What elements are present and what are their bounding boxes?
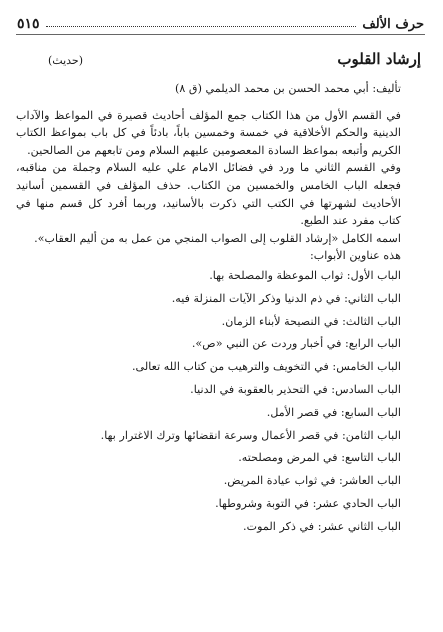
author-line: تأليف: أبي محمد الحسن بن محمد الديلمي (ق ٨) [174, 82, 401, 95]
chapter-item: الباب العاشر: في ثواب عيادة المريض. [223, 474, 401, 488]
running-header [17, 8, 424, 32]
paragraph: هذه عناوين الأبواب: [309, 249, 401, 263]
chapter-item: الباب التاسع: في المرض ومصلحته. [238, 451, 401, 465]
chapter-list [16, 265, 417, 539]
chapter-item: الباب الثالث: في النصيحة لأبناء الزمان. [221, 314, 401, 328]
paragraph: وفي القسم الثاني ما ورد في فضائل الامام علي عليه السلام وجملة من مناقبه، فجعله الباب الخامس والخمسين من الكتاب. حذف المؤلف في القسمين أسانيد الأحاديث لشهرتها في الكتب التي ذكرت بالأسانيد، وربما أفرد كل قسم منها في كتاب مفرد عند الطبع. [16, 161, 401, 228]
chapter-item: الباب الأول: ثواب الموعظة والمصلحة بها. [209, 268, 401, 282]
header-dot-leader [46, 26, 357, 27]
chapter-item: الباب الحادي عشر: في التوبة وشروطها. [215, 496, 401, 510]
chapter-item: الباب الخامس: في التخويف والترهيب من كتاب الله تعالى. [131, 360, 401, 374]
chapter-item: الباب السابع: في قصر الأمل. [266, 405, 401, 419]
paragraph: اسمه الكامل «إرشاد القلوب إلى الصواب المنجي من عمل به من أليم العقاب». [34, 231, 401, 245]
entry-body [16, 80, 417, 539]
chapter-item: الباب الثامن: في قصر الأعمال وسرعة انقضائها وترك الاغترار بها. [100, 428, 401, 442]
chapter-item: الباب السادس: في التحذير بالعقوبة في الدنيا. [190, 382, 401, 396]
entry-title: إرشاد القلوب [337, 50, 421, 68]
chapter-item: الباب الرابع: في أخبار وردت عن النبي «ص». [191, 337, 401, 351]
header-rule [16, 34, 425, 35]
chapter-item: الباب الثاني عشر: في ذكر الموت. [243, 519, 401, 533]
entry-kind-label: (حديث) [48, 54, 84, 67]
running-section-title: حرف الألف [362, 17, 424, 32]
page-number: ٥١٥ [17, 16, 40, 32]
chapter-item: الباب الثاني: في ذم الدنيا وذكر الآيات المنزلة فيه. [171, 291, 401, 305]
entry-heading [48, 50, 421, 68]
paragraph: في القسم الأول من هذا الكتاب جمع المؤلف أحاديث قصيرة في المواعظ والآداب الدينية والحكم الأخلاقية في خمسة وخمسين باباً، بادئاً في كل باب بمواعظ الكتاب الكريم وأتبعه بمواعظ السادة المعصومين عليهم السلام ومن تابعهم من الصالحين. [16, 108, 401, 157]
